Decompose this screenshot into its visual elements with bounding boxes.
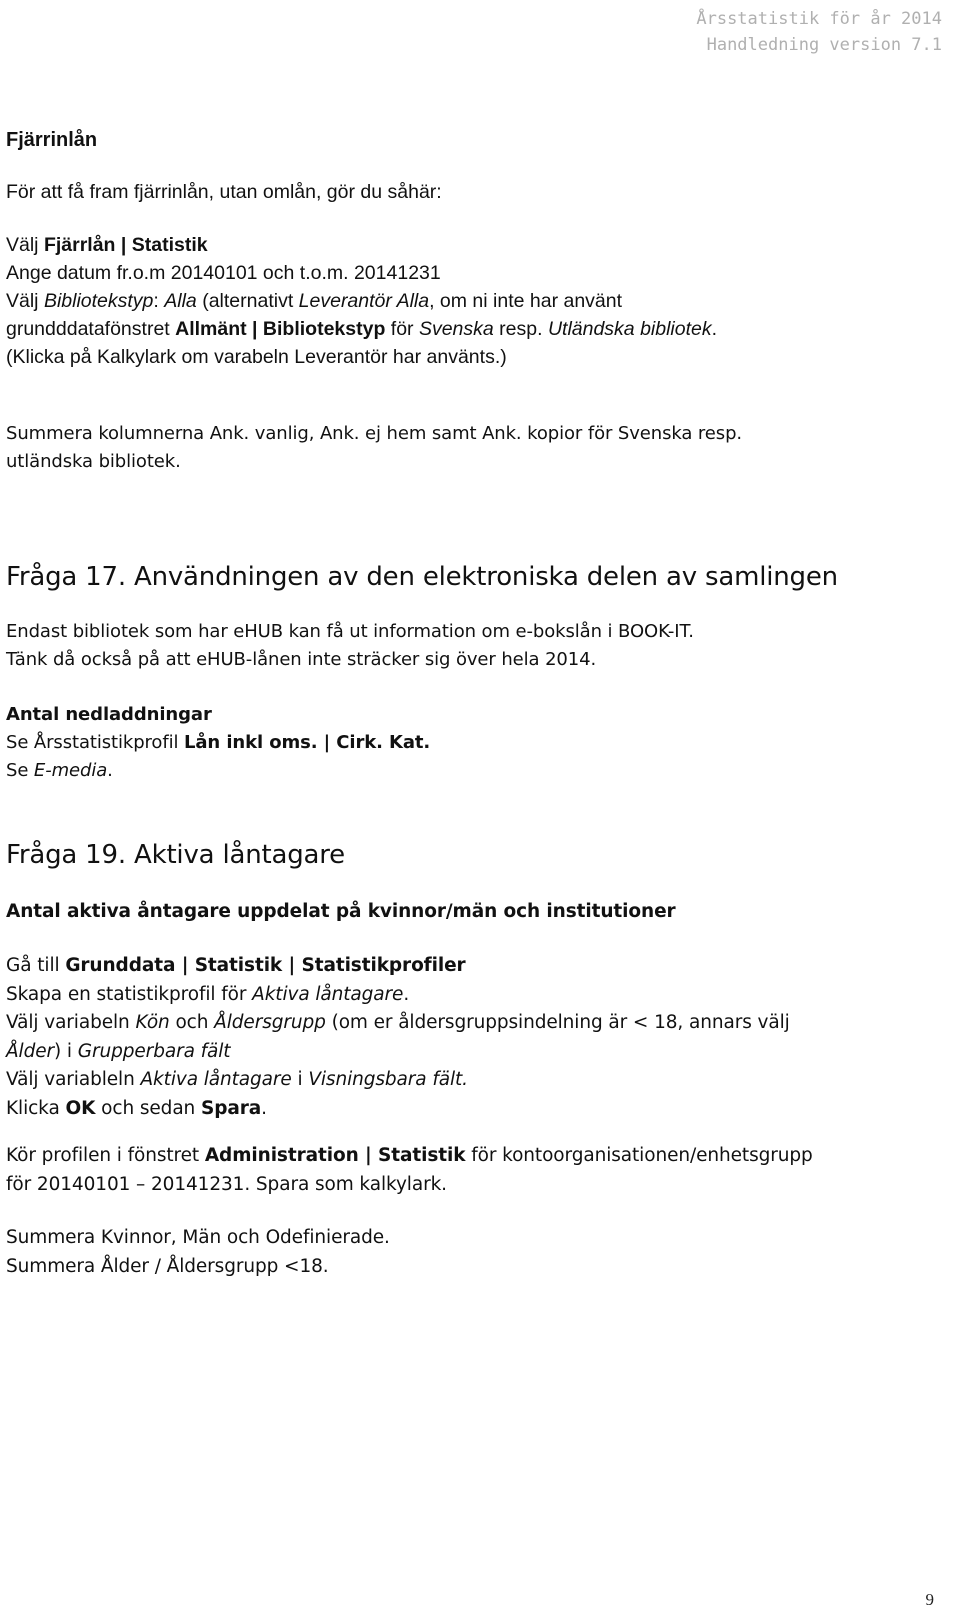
page-number: 9: [925, 1590, 934, 1609]
fjarrinlan-summary: Summera kolumnerna Ank. vanlig, Ank. ej hem samt Ank. kopior för Svenska resp. utländska bibliotek.: [6, 423, 743, 472]
header-title: Årsstatistik för år 2014: [696, 9, 942, 29]
page-header: [696, 6, 942, 58]
section-title-q19: Fråga 19. Aktiva låntagare: [6, 840, 345, 870]
subheading: Antal nedladdningar: [6, 704, 212, 725]
step-line: grundddatafönstret Allmänt | Bibliotekstyp för Svenska resp. Utländska bibliotek.: [6, 318, 718, 340]
section-title-q17: Fråga 17. Användningen av den elektroniska delen av samlingen: [6, 562, 838, 592]
step-line: Ange datum fr.o.m 20140101 och t.o.m. 20141231: [6, 262, 441, 284]
q19-steps: Gå till Grunddata | Statistik | Statistikprofiler Skapa en statistikprofil för Aktiva låntagare. Välj variabeln Kön och Åldersgrupp (om er åldersgruppsindelning är < 18, annars välj Ålder) i Grupperbara fält Välj variableln Aktiva låntagare i Visningsbara fält. Klicka OK och sedan Spara.: [6, 955, 790, 1119]
fjarrinlan-steps: [6, 231, 936, 371]
q19-subheading: Antal aktiva åntagare uppdelat på kvinnor/män och institutioner: [6, 901, 676, 922]
q17-downloads: Antal nedladdningar Se Årsstatistikprofil Lån inkl oms. | Cirk. Kat. Se E-media.: [6, 701, 936, 785]
q19-run-profile: Kör profilen i fönstret Administration | Statistik för kontoorganisationen/enhetsgrupp för 20140101 – 20141231. Spara som kalkylark.: [6, 1145, 813, 1195]
step-line: Välj Fjärrlån | Statistik: [6, 234, 208, 256]
header-version: Handledning version 7.1: [706, 35, 942, 55]
q17-info: Endast bibliotek som har eHUB kan få ut information om e-bokslån i BOOK-IT. Tänk då också på att eHUB-lånen inte sträcker sig över hela 2014.: [6, 621, 694, 670]
step-line: Välj Bibliotekstyp: Alla (alternativt Leverantör Alla, om ni inte har använt: [6, 290, 623, 312]
q19-summary: Summera Kvinnor, Män och Odefinierade. Summera Ålder / Åldersgrupp <18.: [6, 1227, 390, 1277]
step-line: (Klicka på Kalkylark om varabeln Leverantör har använts.): [6, 346, 507, 368]
section-title-fjarrinlan: Fjärrinlån: [6, 129, 98, 151]
fjarrinlan-intro: För att få fram fjärrinlån, utan omlån, gör du såhär:: [6, 181, 442, 203]
